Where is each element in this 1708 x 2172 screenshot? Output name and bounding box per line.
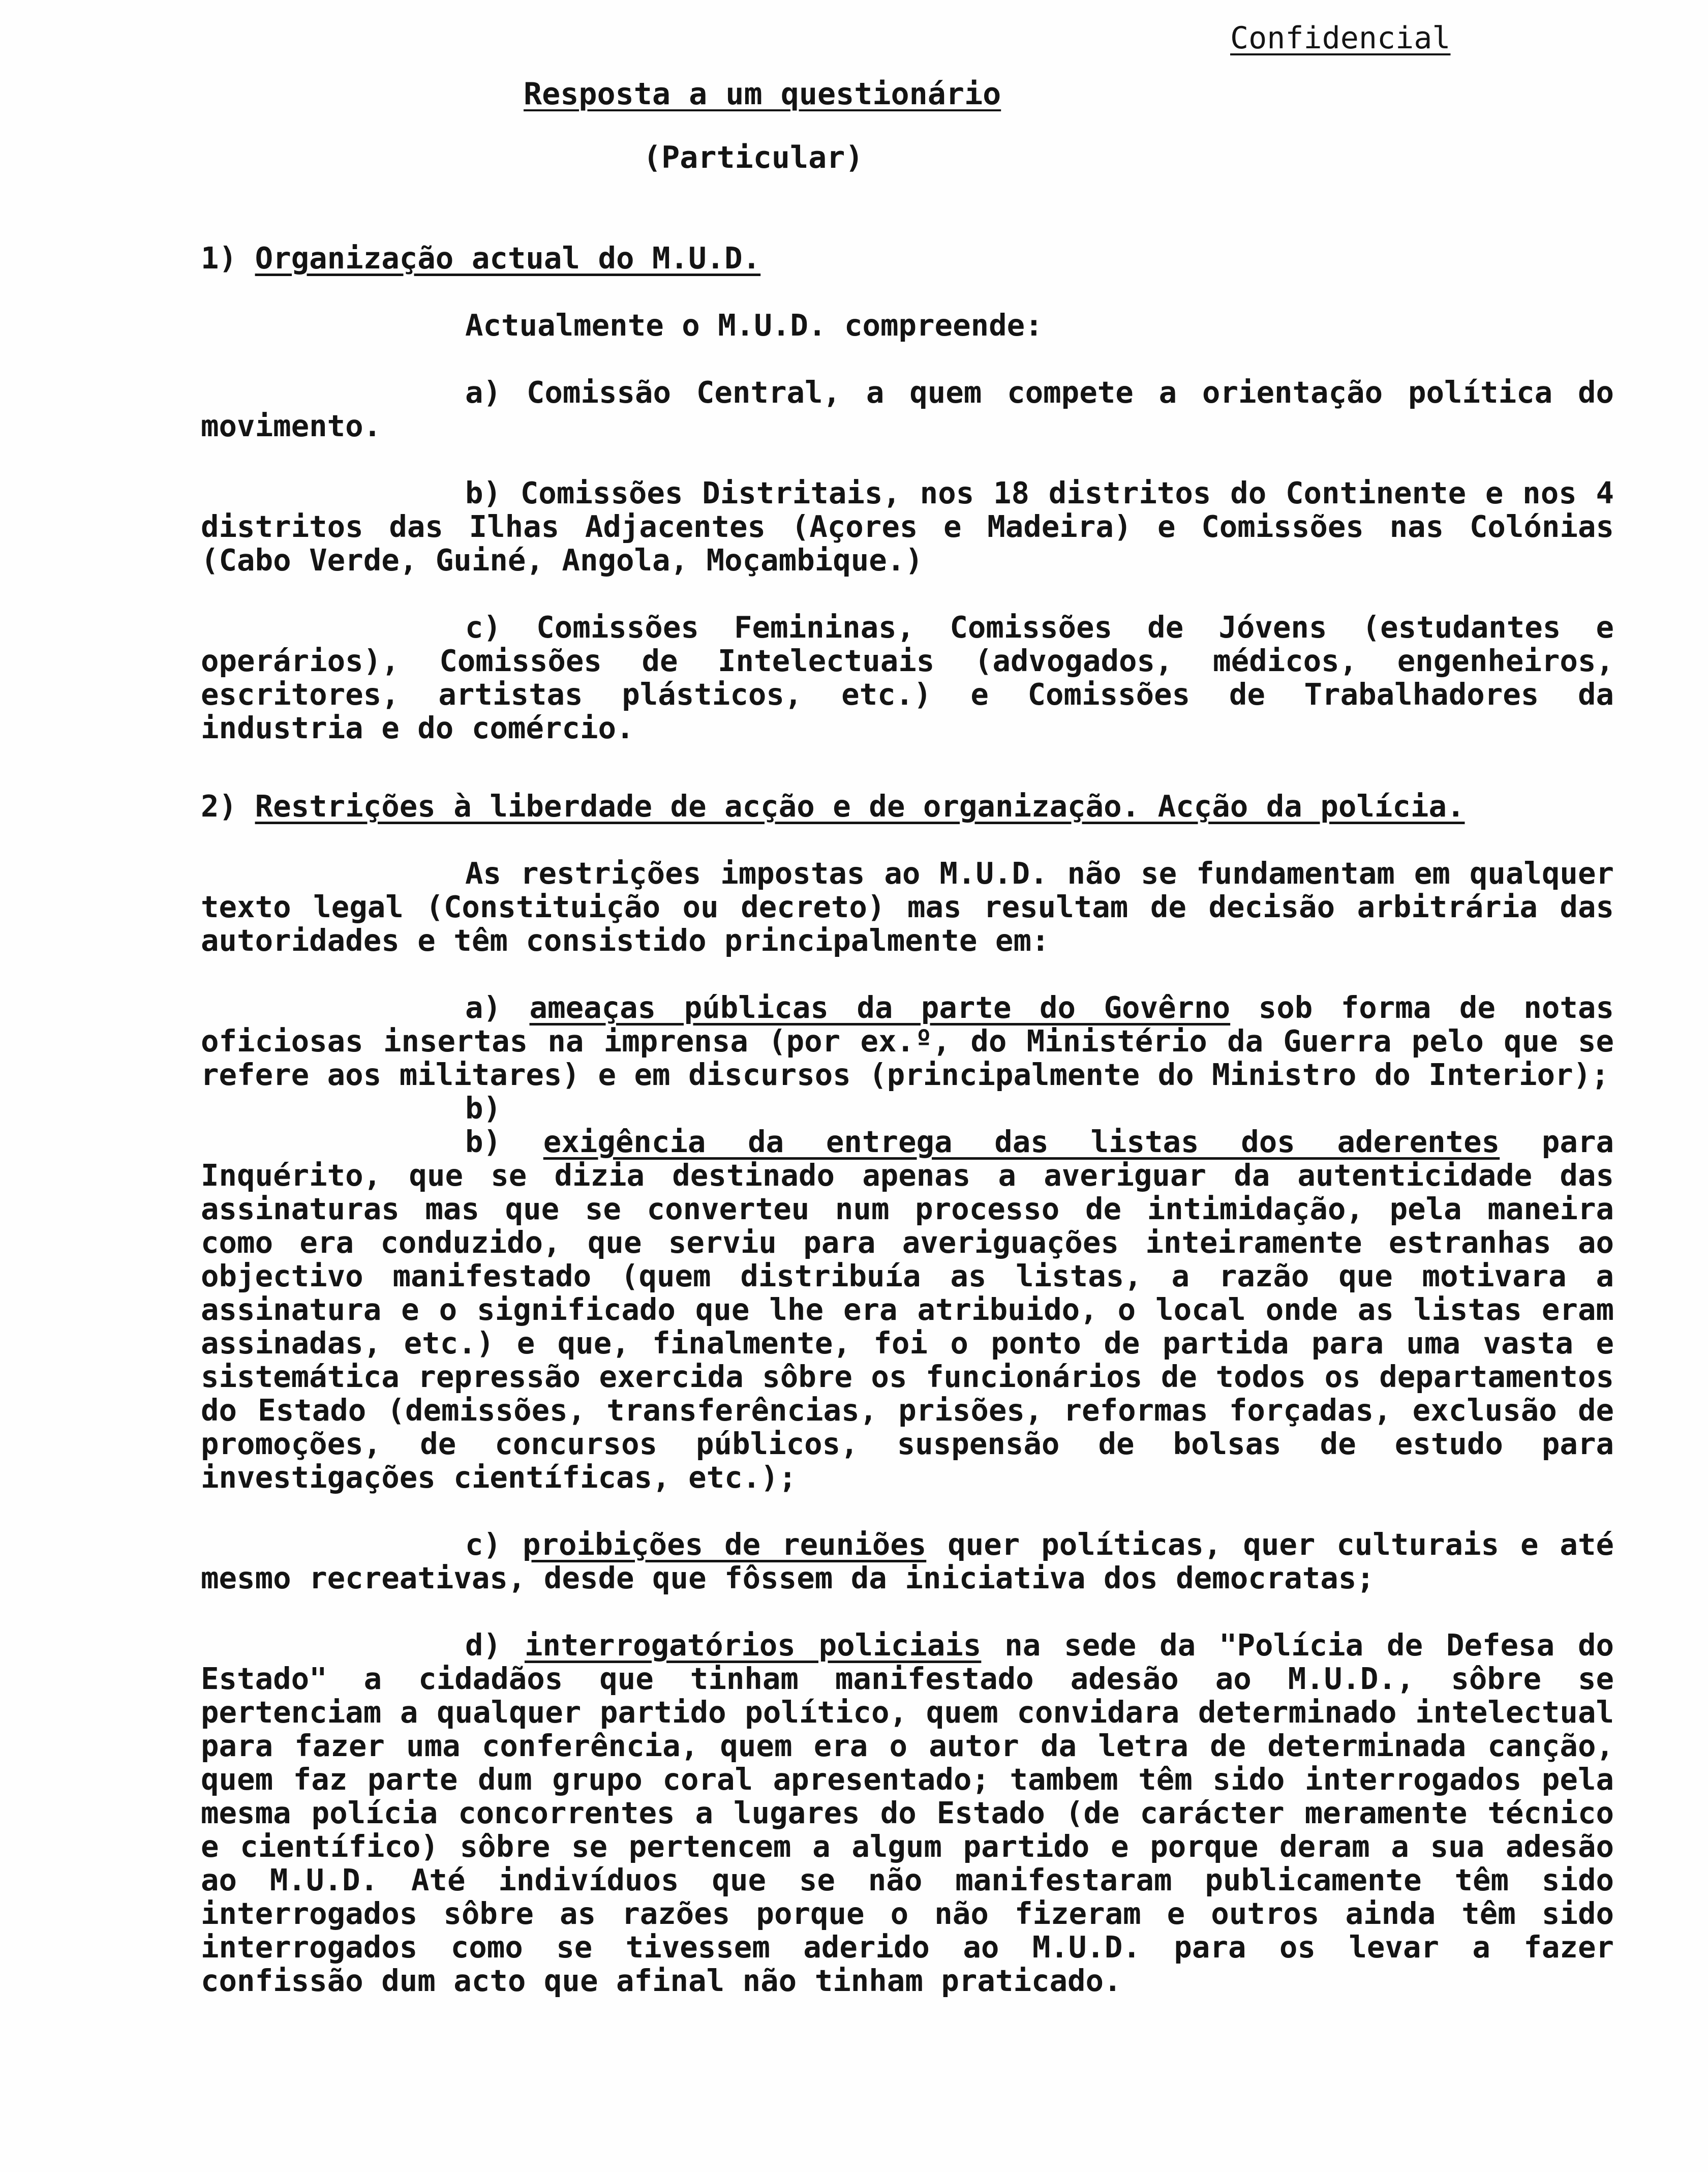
section-number: 2) (201, 789, 237, 824)
section-2-item-d (201, 1628, 1614, 1998)
item-text: para Inquérito, que se dizia destinado apenas a averiguar da autenticidade das assinaturas mas que se converteu num processo de intimidação, pela maneira como era conduzido, que serviu para averiguações inteiramente estranhas ao objectivo manifestado (quem distribuía as listas, a razão que motivara a assinatura e o significado que lhe era atribuido, o local onde as listas eram assinadas, etc.) e que, finalmente, foi o ponto de partida para uma vasta e sistemática repressão exercida sôbre os funcionários de todos os departamentos do Estado (demissões, transferências, prisões, reformas forçadas, exclusão de promoções, de concursos públicos, suspensão de bolsas de estudo para investigações científicas, etc.); (201, 1124, 1614, 1495)
stray-item-label: b) (465, 1091, 502, 1126)
item-label: d) (465, 1627, 502, 1663)
document-subtitle: (Particular) (643, 140, 864, 175)
item-title: exigência da entrega das listas dos aderentes (543, 1124, 1500, 1159)
item-label: a) (465, 990, 502, 1025)
section-2-item-a (201, 991, 1614, 1092)
item-label: c) (465, 1527, 502, 1562)
section-2-heading (201, 790, 1614, 823)
item-text: na sede da "Polícia de Defesa do Estado" a cidadãos que tinham manifestado adesão ao M.U.D., sôbre se pertenciam a qualquer partido político, quem convidara determinado intelectual para fazer uma conferência, quem era o autor da letra de determinada canção, quem faz parte dum grupo coral apresentado; tambem têm sido interrogados pela mesma polícia concorrentes a lugares do Estado (de carácter meramente técnico e científico) sôbre se pertencem a algum partido e porque deram a sua adesão ao M.U.D. Até indivíduos que se não manifestaram publicamente têm sido interrogados sôbre as razões porque o não fizeram e outros ainda têm sido interrogados como se tivessem aderido ao M.U.D. para os levar a fazer confissão dum acto que afinal não tinham praticado. (201, 1627, 1614, 1998)
item-title: interrogatórios policiais (524, 1627, 982, 1663)
section-title: Restrições à liberdade de acção e de organização. Acção da polícia. (255, 789, 1465, 824)
item-label: b) (465, 1124, 502, 1159)
section-2-intro: As restrições impostas ao M.U.D. não se fundamentam em qualquer texto legal (Constituição ou decreto) mas resultam de decisão arbitrária das autoridades e têm consistido principalmente em: (201, 856, 1614, 958)
item-title: ameaças públicas da parte do Govêrno (529, 990, 1231, 1025)
section-number: 1) (201, 240, 237, 276)
section-1-item-b: b) Comissões Distritais, nos 18 distritos do Continente e nos 4 distritos das Ilhas Adjacentes (Açores e Madeira) e Comissões nas Colónias (Cabo Verde, Guiné, Angola, Moçambique.) (201, 475, 1614, 578)
section-1-heading (201, 242, 1614, 275)
document-title: Resposta a um questionário (524, 76, 1001, 112)
section-1-item-c: c) Comissões Femininas, Comissões de Jóvens (estudantes e operários), Comissões de Intelectuais (advogados, médicos, engenheiros, escritores, artistas plásticos, etc.) e Comissões de Trabalhadores da industria e do comércio. (201, 610, 1614, 745)
classification-mark: Confidencial (1230, 20, 1451, 56)
section-2-item-c (201, 1528, 1614, 1595)
section-2-item-b (201, 1125, 1614, 1494)
item-title: proibições de reuniões (522, 1527, 927, 1562)
document-body (201, 242, 1614, 1998)
section-1-item-a: a) Comissão Central, a quem compete a orientação política do movimento. (201, 375, 1614, 443)
section-title: Organização actual do M.U.D. (255, 240, 761, 276)
section-1-intro: Actualmente o M.U.D. compreende: (465, 308, 1043, 343)
item-text: quer políticas, quer culturais e até mesmo recreativas, desde que fôssem da iniciativa dos democratas; (201, 1527, 1614, 1595)
item-text: sob forma de notas oficiosas insertas na imprensa (por ex.º, do Ministério da Guerra pelo que se refere aos militares) e em discursos (principalmente do Ministro do Interior); (201, 990, 1614, 1092)
